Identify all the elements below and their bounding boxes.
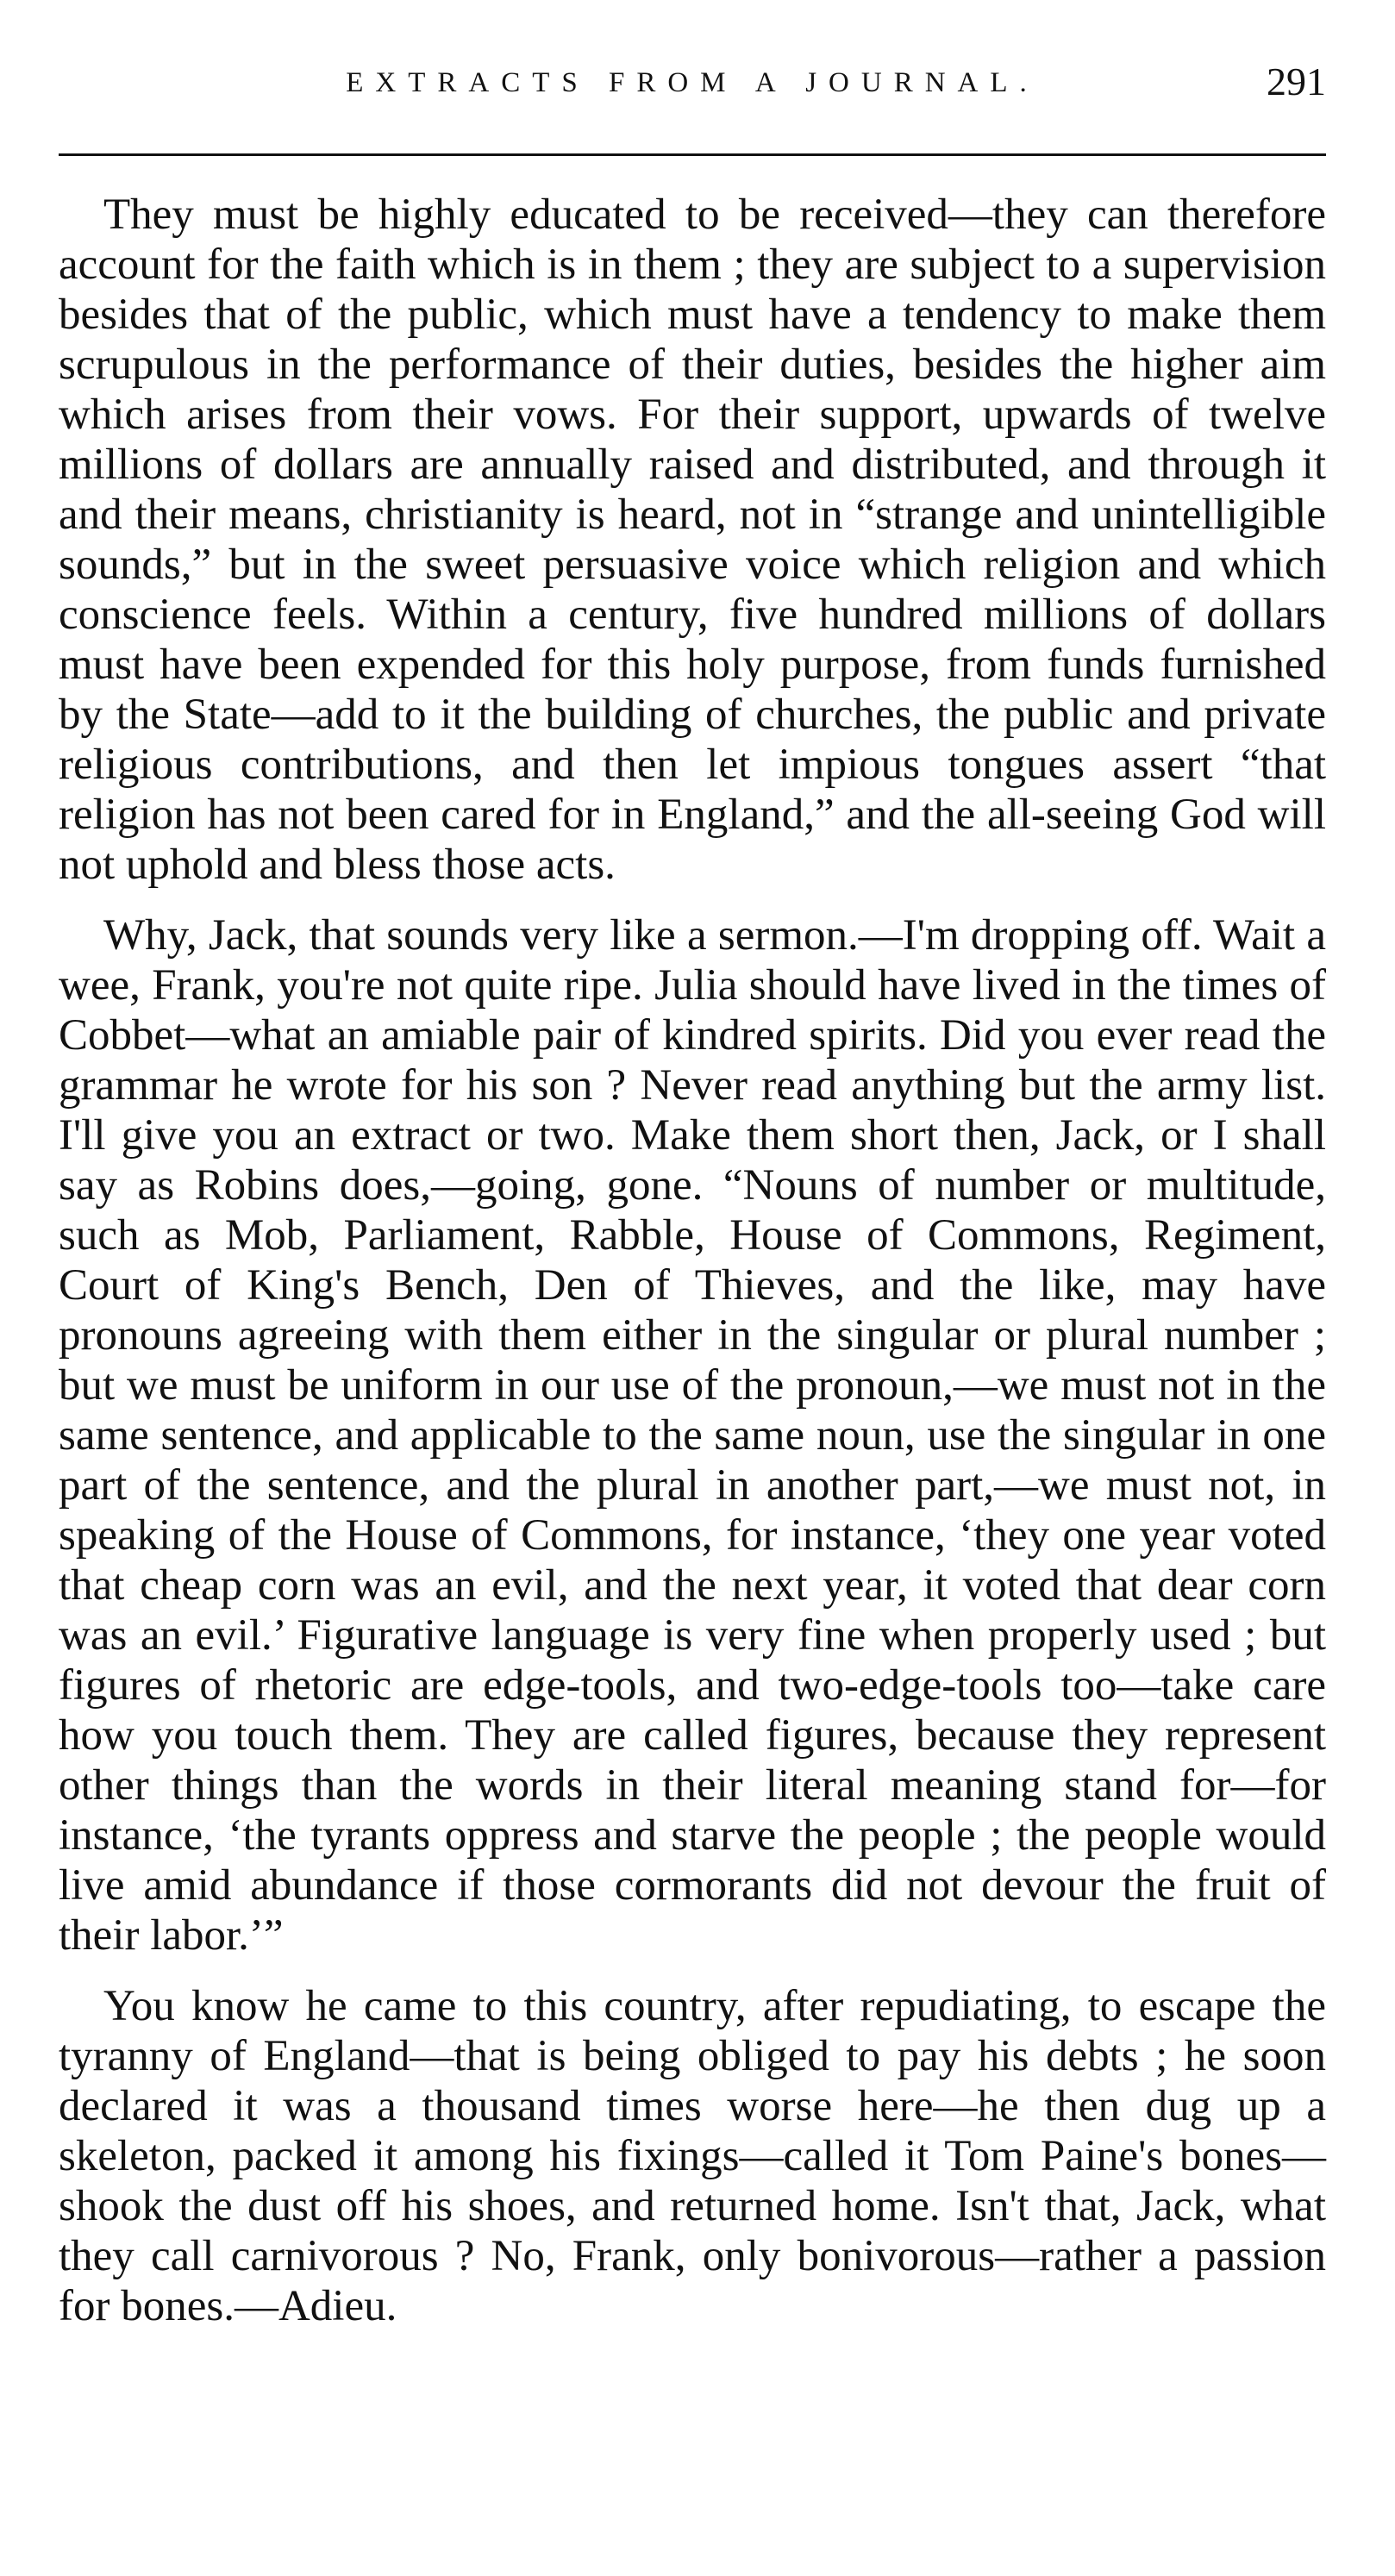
journal-page xyxy=(59,52,1326,2535)
paragraph-2: Why, Jack, that sounds very like a sermon.—I'm dropping off. Wait a wee, Frank, you're not quite ripe. Julia should have lived in the times of Cobbet—what an amiable pair of kindred spirits. Did you ever read the grammar he wrote for his son ? Never read anything but the army list. I'll give you an extract or two. Make them short then, Jack, or I shall say as Robins does,—going, gone. “Nouns of number or multitude, such as Mob, Parliament, Rabble, House of Commons, Regiment, Court of King's Bench, Den of Thieves, and the like, may have pronouns agreeing with them either in the singular or plural number ; but we must be uniform in our use of the pronoun,—we must not in the same sentence, and applicable to the same noun, use the singular in one part of the sentence, and the plural in another part,—we must not, in speaking of the House of Commons, for instance, ‘they one year voted that cheap corn was an evil, and the next year, it voted that dear corn was an evil.’ Figurative language is very fine when properly used ; but figures of rhetoric are edge-tools, and two-edge-tools too—take care how you touch them. They are called figures, because they represent other things than the words in their literal meaning stand for—for instance, ‘the tyrants oppress and starve the people ; the people would live amid abundance if those cormorants did not devour the fruit of their labor.’” xyxy=(59,911,1326,1960)
running-title: EXTRACTS FROM A JOURNAL. xyxy=(346,67,1039,98)
page-number: 291 xyxy=(1267,59,1326,103)
body-text xyxy=(59,190,1326,2331)
paragraph-1: They must be highly educated to be received—they can therefore account for the faith which is in them ; they are subject to a supervision besides that of the public, which must have a tendency to make them scrupulous in the performance of their duties, besides the higher aim which arises from their vows. For their support, upwards of twelve millions of dollars are annually raised and distributed, and through it and their means, christianity is heard, not in “strange and unintelligible sounds,” but in the sweet persuasive voice which religion and which conscience feels. Within a century, five hundred millions of dollars must have been expended for this holy purpose, from funds furnished by the State—add to it the building of churches, the public and private religious contributions, and then let impious tongues assert “that religion has not been cared for in England,” and the all-seeing God will not uphold and bless those acts. xyxy=(59,191,1326,889)
header-rule xyxy=(59,153,1326,156)
paragraph-3: You know he came to this country, after repudiating, to escape the tyranny of England—that is being obliged to pay his debts ; he soon declared it was a thousand times worse here—he then dug up a skeleton, packed it among his fixings—called it Tom Paine's bones—shook the dust off his shoes, and returned home. Isn't that, Jack, what they call carnivorous ? No, Frank, only bonivorous—rather a passion for bones.—Adieu. xyxy=(59,1982,1326,2330)
running-head xyxy=(59,52,1326,121)
